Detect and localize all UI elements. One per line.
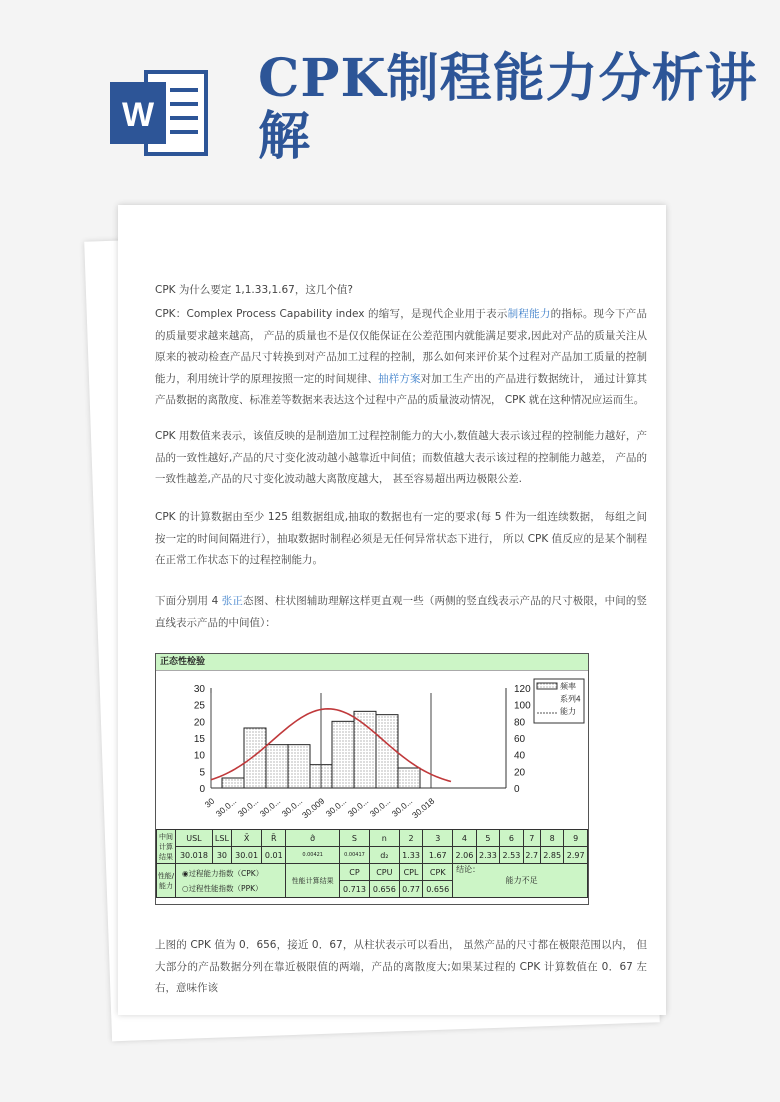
svg-text:W: W <box>121 96 155 134</box>
perf-calc-label: 性能计算结果 <box>286 864 340 898</box>
table-row <box>157 847 588 864</box>
value-cell: d₂ <box>369 847 399 864</box>
conclusion-label: 结论： <box>456 865 481 874</box>
cell: 0.656 <box>369 881 399 898</box>
x-tick-label: 30.0... <box>389 795 415 819</box>
cell: 0.77 <box>399 881 423 898</box>
link-normal[interactable]: 张正 <box>221 595 244 607</box>
paragraph-figure-intro <box>155 591 647 634</box>
header-cell: X̄ <box>231 830 261 847</box>
legend-entry: 系列4 <box>560 694 581 704</box>
word-icon <box>108 68 208 158</box>
document-page <box>118 205 666 1015</box>
text: 的指标。现今下产品的质量要求越来越高， 产品的质量也不是仅仅能保证在公差范围内就能满足要求,因此对产品的质量关注从原来的被动检查产品尺寸转换到对产品加工过程的控制，那么如何来评价某个过程对产品加工质量的控制能力，利用统计学的原理按照一定的时间规律、 <box>155 308 648 385</box>
header-cell: 5 <box>476 830 500 847</box>
value-cell: 2.33 <box>476 847 500 864</box>
header-cell: LSL <box>212 830 231 847</box>
value-cell: 0.00417 <box>340 847 370 864</box>
y-tick-label: 15 <box>193 734 205 745</box>
header-cell: 4 <box>453 830 477 847</box>
cell: CPL <box>399 864 423 881</box>
header-cell: σ̂ <box>286 830 340 847</box>
value-cell: 2.97 <box>564 847 588 864</box>
chart-title: 正态性检验 <box>156 654 588 671</box>
x-tick-label: 30 <box>202 795 217 810</box>
paragraph-conclusion: 上图的 CPK 值为 0．656，接近 0．67，从柱状表示可以看出， 虽然产品的尺寸都在极限范围以内， 但大部分的产品数据分列在靠近极限值的两端，产品的离散度大;如果某过程的 CPK 计算数值在 0．67 左右，意味作该 <box>155 939 647 994</box>
y2-tick-label: 80 <box>514 717 526 729</box>
paragraph-value-meaning: CPK 用数值来表示，该值反映的是制造加工过程控制能力的大小,数值越大表示该过程的控制能力越好，产品的一致性越好,产品的尺寸变化波动越小越靠近中间值；而数值越大表示该过程的控制能力越差， 产品的一致性越差,产品的尺寸变化波动越大离散度越大， 甚至容易超出两边极限公差. <box>155 430 647 485</box>
y2-tick-label: 120 <box>514 684 531 695</box>
cell: CPK <box>423 864 453 881</box>
x-tick-label: 30.0... <box>367 795 393 819</box>
paragraph-question: CPK 为什么要定 1,1.33,1.67，这几个值? <box>155 284 353 296</box>
text: 下面分别用 4 <box>155 595 222 607</box>
header-cell: 7 <box>523 830 540 847</box>
header-cell: 9 <box>564 830 588 847</box>
normality-chart <box>155 653 589 905</box>
header-cell: 2 <box>399 830 423 847</box>
conclusion-value: 能力不足 <box>505 876 538 885</box>
header-cell: 3 <box>423 830 453 847</box>
cell: CPU <box>369 864 399 881</box>
histogram-bar <box>354 711 376 788</box>
y2-tick-label: 0 <box>514 784 520 795</box>
value-cell: 30.01 <box>231 847 261 864</box>
perf-label: 性能/能力 <box>157 864 176 898</box>
value-cell: 30.018 <box>176 847 213 864</box>
row-label: 中间计算结果 <box>157 830 176 864</box>
text: CPK：Complex Process Capability index 的缩写，是现代企业用于表示 <box>155 308 508 320</box>
value-cell: 0.00421 <box>286 847 340 864</box>
y-tick-label: 30 <box>193 684 205 695</box>
y2-tick-label: 100 <box>514 700 531 712</box>
header-cell: n <box>369 830 399 847</box>
value-cell: 2.85 <box>540 847 564 864</box>
header-cell: S <box>340 830 370 847</box>
table-row <box>157 864 588 881</box>
link-sampling-plan[interactable]: 抽样方案 <box>378 372 421 385</box>
cell: 0.656 <box>423 881 453 898</box>
value-cell: 2.7 <box>523 847 540 864</box>
x-tick-label: 30.0... <box>213 795 239 819</box>
header-cell: 8 <box>540 830 564 847</box>
value-cell: 1.33 <box>399 847 423 864</box>
header-cell: 6 <box>500 830 524 847</box>
cell: 0.713 <box>340 881 370 898</box>
paragraph-definition <box>155 304 647 412</box>
y-tick-label: 20 <box>193 717 205 729</box>
y2-tick-label: 20 <box>514 767 526 779</box>
x-tick-label: 30.009 <box>299 795 327 821</box>
value-cell: 30 <box>212 847 231 864</box>
histogram-bar <box>244 728 266 788</box>
y2-tick-label: 60 <box>514 734 526 745</box>
x-tick-label: 30.0... <box>345 795 371 819</box>
link-process-capability[interactable]: 制程能力 <box>507 308 551 320</box>
x-tick-label: 30.0... <box>279 795 305 819</box>
value-cell: 1.67 <box>423 847 453 864</box>
cell: CP <box>340 864 370 881</box>
value-cell: 2.06 <box>453 847 477 864</box>
y2-tick-label: 40 <box>514 750 526 762</box>
y-tick-label: 10 <box>193 750 205 762</box>
page-title: CPK制程能力分析讲解 <box>258 48 758 167</box>
histogram-bar <box>288 745 310 788</box>
text: 态图、柱状图辅助理解这样更直观一些（两侧的竖直线表示产品的尺寸极限，中间的竖直线表示产品的中间值）： <box>155 595 648 629</box>
histogram-plot <box>156 671 588 829</box>
legend-entry: 频率 <box>560 682 576 691</box>
text: 对加工生产出的产品进行数据统计， 通过计算其产品数据的离散度、标准差等数据来表达这个过程中产品的质量波动情况， CPK 就在这种情况应运而生。 <box>155 372 648 406</box>
calc-table <box>156 829 588 898</box>
header-cell: USL <box>176 830 213 847</box>
x-tick-label: 30.018 <box>409 795 437 821</box>
x-tick-label: 30.0... <box>323 795 349 819</box>
x-tick-label: 30.0... <box>257 795 283 819</box>
legend-swatch-bar <box>537 683 557 689</box>
histogram-bar <box>332 721 354 788</box>
y-tick-label: 5 <box>199 767 205 779</box>
histogram-bar <box>266 745 288 788</box>
table-row <box>157 830 588 847</box>
paragraph-data-requirement: CPK 的计算数据由至少 125 组数据组成,抽取的数据也有一定的要求(每 5 件为一组连续数据， 每组之间按一定的时间间隔进行），抽取数据时制程必须是无任何异常状态下进行， 所以 CPK 值反应的是某个制程在正常工作状态下的过程控制能力。 <box>155 511 647 566</box>
x-tick-label: 30.0... <box>235 795 261 819</box>
histogram-bar <box>398 768 420 788</box>
histogram-bar <box>222 778 244 788</box>
y-tick-label: 0 <box>199 784 205 795</box>
histogram-bar <box>376 715 398 788</box>
radio-cpk[interactable]: ◉过程能力指数（CPK） <box>182 868 264 878</box>
value-cell: 0.01 <box>262 847 286 864</box>
radio-ppk[interactable]: ○过程性能指数（PPK） <box>182 883 263 893</box>
legend-entry: 能力 <box>560 707 576 716</box>
y-tick-label: 25 <box>193 700 205 712</box>
value-cell: 2.53 <box>500 847 524 864</box>
header-cell: R̄ <box>262 830 286 847</box>
